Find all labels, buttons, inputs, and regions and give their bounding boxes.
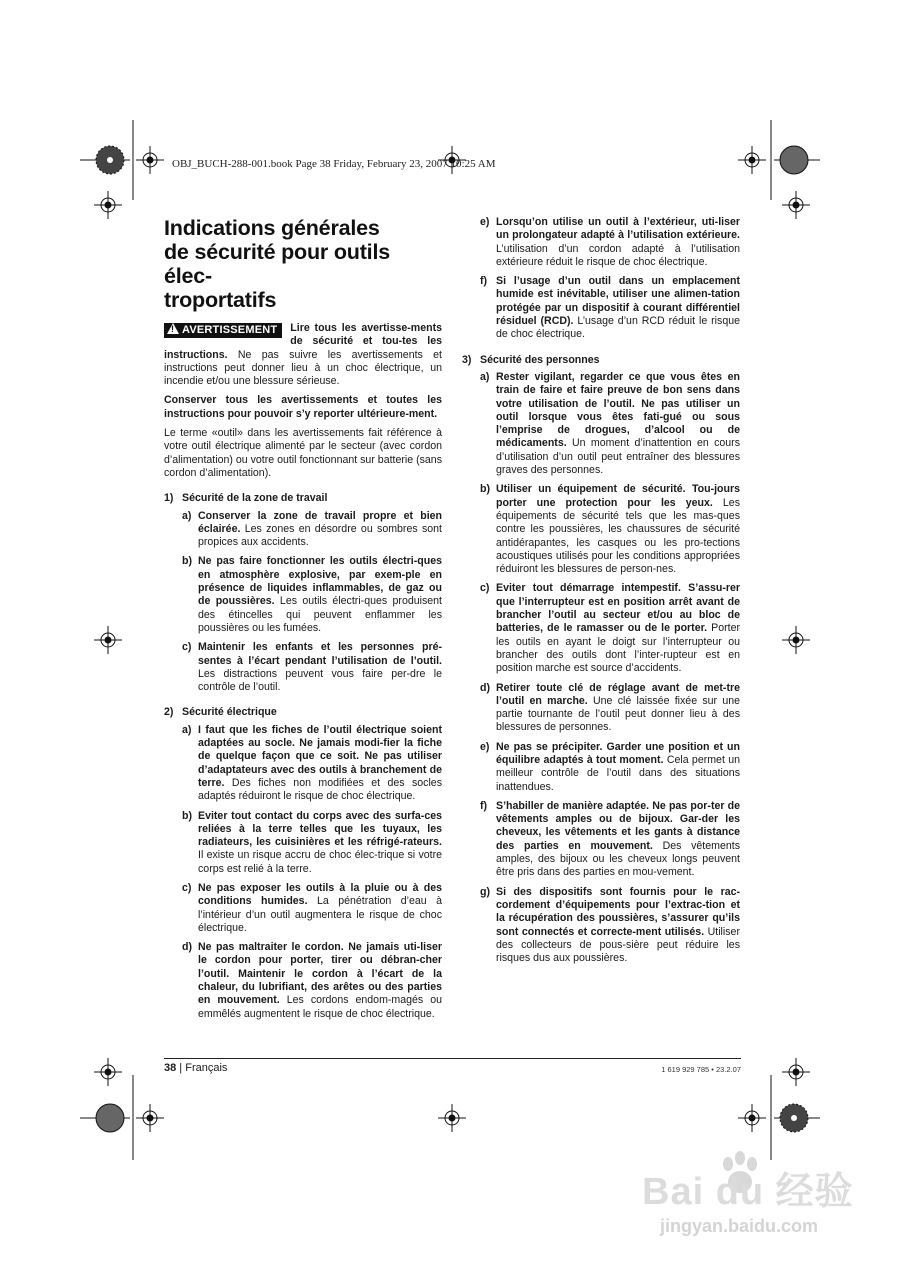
safety-item: a) Conserver la zone de travail propre et bien éclairée. Les zones en désordre ou sombres sont propices aux accidents.: [182, 509, 442, 549]
watermark-url: jingyan.baidu.com: [660, 1216, 819, 1236]
watermark-logo: Bai du 经验: [642, 1171, 854, 1213]
page-number: 38: [164, 1062, 177, 1074]
warning-badge: !AVERTISSEMENT: [164, 323, 282, 338]
safety-item: f) S’habiller de manière adaptée. Ne pas por-ter de vêtements amples ou de bijoux. Gar-der les cheveux, les vêtements et les gants à distance des parties en mouvement. Des vêtements amples, des bijoux ou les cheveux longs peuvent être pris dans des parties en mou-vement.: [480, 799, 740, 879]
keep-instructions: Conserver tous les avertissements et toutes les instructions pour pouvoir s’y reporter ultérieure-ment.: [164, 394, 442, 420]
safety-item: d) Ne pas maltraiter le cordon. Ne jamais uti-liser le cordon pour porter, tirer ou débran-cher l’outil. Maintenir le cordon à l’écart de la chaleur, du lubrifiant, des arêtes ou des parties en mouvement. Les cordons endom-magés ou emmêlés augmentent le risque de choc électrique.: [182, 941, 442, 1020]
safety-item: e) Ne pas se précipiter. Garder une position et un équilibre adaptés à tout moment. Cela permet un meilleur contrôle de l’outil dans des situations inattendues.: [480, 740, 740, 793]
safety-item: e) Lorsqu’on utilise un outil à l’extérieur, uti-liser un prolongateur adapté à l’utilisation extérieure. L’utilisation d’un cordon adapté à l’utilisation extérieure réduit le risque de choc électrique.: [480, 216, 740, 268]
print-slug: OBJ_BUCH-288-001.book Page 38 Friday, February 23, 2007 10:25 AM: [172, 158, 496, 170]
safety-item: a) Rester vigilant, regarder ce que vous êtes en train de faire et faire preuve de bon sens dans votre utilisation de l’outil. Ne pas utiliser un outil lorsque vous êtes fati-gué ou sous l’emprise de drogues, d’alcool ou de médicaments. Un moment d’inattention en cours d’utilisation d’un outil peut entraîner des blessures graves des personnes.: [480, 370, 740, 477]
section-heading: 2) Sécurité électrique: [164, 706, 277, 719]
warning-block: [164, 322, 442, 388]
baidu-watermark: [630, 1150, 880, 1260]
intro-paragraph: Le terme «outil» dans les avertissements fait référence à votre outil électrique alimenté par le secteur (avec cordon d’alimentation) ou votre outil fonctionnant sur batterie (sans cordon d’alimentation).: [164, 427, 442, 479]
safety-item: g) Si des dispositifs sont fournis pour le rac-cordement d’équipements pour l’extrac-tion et la récupération des poussières, s’assurer qu’ils sont connectés et correcte-ment utilisés. Utiliser des collecteurs de pous-sière peut réduire les risques dus aux poussières.: [480, 885, 740, 965]
title-line: de sécurité pour outils élec-: [164, 240, 390, 288]
section-heading: 3) Sécurité des personnes: [462, 353, 600, 366]
left-column: [164, 216, 442, 1027]
safety-item: a) I faut que les fiches de l’outil électrique soient adaptées au socle. Ne jamais modi-fier la fiche de quelque façon que ce soit. Ne pas utiliser d’adaptateurs avec des outils à branchement de terre. Des fiches non modifiées et des socles adaptés réduiront le risque de choc électrique.: [182, 723, 442, 803]
safety-item: c) Eviter tout démarrage intempestif. S’assu-rer que l’interrupteur est en position arrêt avant de brancher l’outil au secteur et/ou au bloc de batteries, de le ramasser ou de le porter. Porter les outils en ayant le doigt sur l’interrupteur ou brancher des outils dont l’inter-rupteur est en position marche est source d’accidents.: [480, 582, 740, 675]
safety-item: c) Ne pas exposer les outils à la pluie ou à des conditions humides. La pénétration d’eau à l’intérieur d’un outil augmentera le risque de choc électrique.: [182, 881, 442, 934]
safety-item: b) Ne pas faire fonctionner les outils électri-ques en atmosphère explosive, par exem-ple en présence de liquides inflammables, de gaz ou de poussières. Les outils électri-ques produisent des étincelles qui peuvent enflammer les poussières ou les fumées.: [182, 555, 442, 634]
safety-item: d) Retirer toute clé de réglage avant de met-tre l’outil en marche. Une clé laissée fixée sur une partie tournante de l’outil peut donner lieu à des blessures de personnes.: [480, 681, 740, 734]
footer-rule: [164, 1058, 741, 1059]
warning-triangle-icon: [167, 323, 179, 334]
safety-item: b) Eviter tout contact du corps avec des surfa-ces reliées à la terre telles que les tuyaux, les radiateurs, les cuisinières et les réfrigé-rateurs. Il existe un risque accru de choc élec-trique si votre corps est relié à la terre.: [182, 809, 442, 875]
safety-item: c) Maintenir les enfants et les personnes pré-sentes à l’écart pendant l’utilisation de l’outil. Les distractions peuvent vous faire per-dre le contrôle de l’outil.: [182, 641, 442, 694]
document-code: 1 619 929 785 • 23.2.07: [661, 1065, 741, 1074]
footer-page-label: 38 | Français: [164, 1062, 228, 1074]
safety-item: b) Utiliser un équipement de sécurité. Tou-jours porter une protection pour les yeux. Les équipements de sécurité tels que les mas-ques contre les poussières, les chaussures de sécurité antidérapantes, les casques ou les pro-tections acoustiques utilisés pour les conditions appropriées réduiront les blessures de person-nes.: [480, 483, 740, 576]
page-title: [164, 216, 442, 312]
warning-lead: Lire tous les avertisse-ments de sécurité et tou-tes les instructions.: [164, 322, 442, 361]
section-heading: 1) Sécurité de la zone de travail: [164, 492, 328, 505]
warning-text: Ne pas suivre les avertissements et instructions peut donner lieu à un choc électrique, un incendie et/ou une blessure sérieuse.: [164, 348, 442, 388]
safety-item: f) Si l’usage d’un outil dans un emplacement humide est inévitable, utiliser une alimen-tation protégée par un dispositif à courant différentiel résiduel (RCD). L’usage d’un RCD réduit le risque de choc électrique.: [480, 275, 740, 341]
right-column: [462, 216, 740, 971]
title-line: troportatifs: [164, 288, 277, 312]
language-label: Français: [185, 1062, 228, 1074]
title-line: Indications générales: [164, 216, 380, 240]
